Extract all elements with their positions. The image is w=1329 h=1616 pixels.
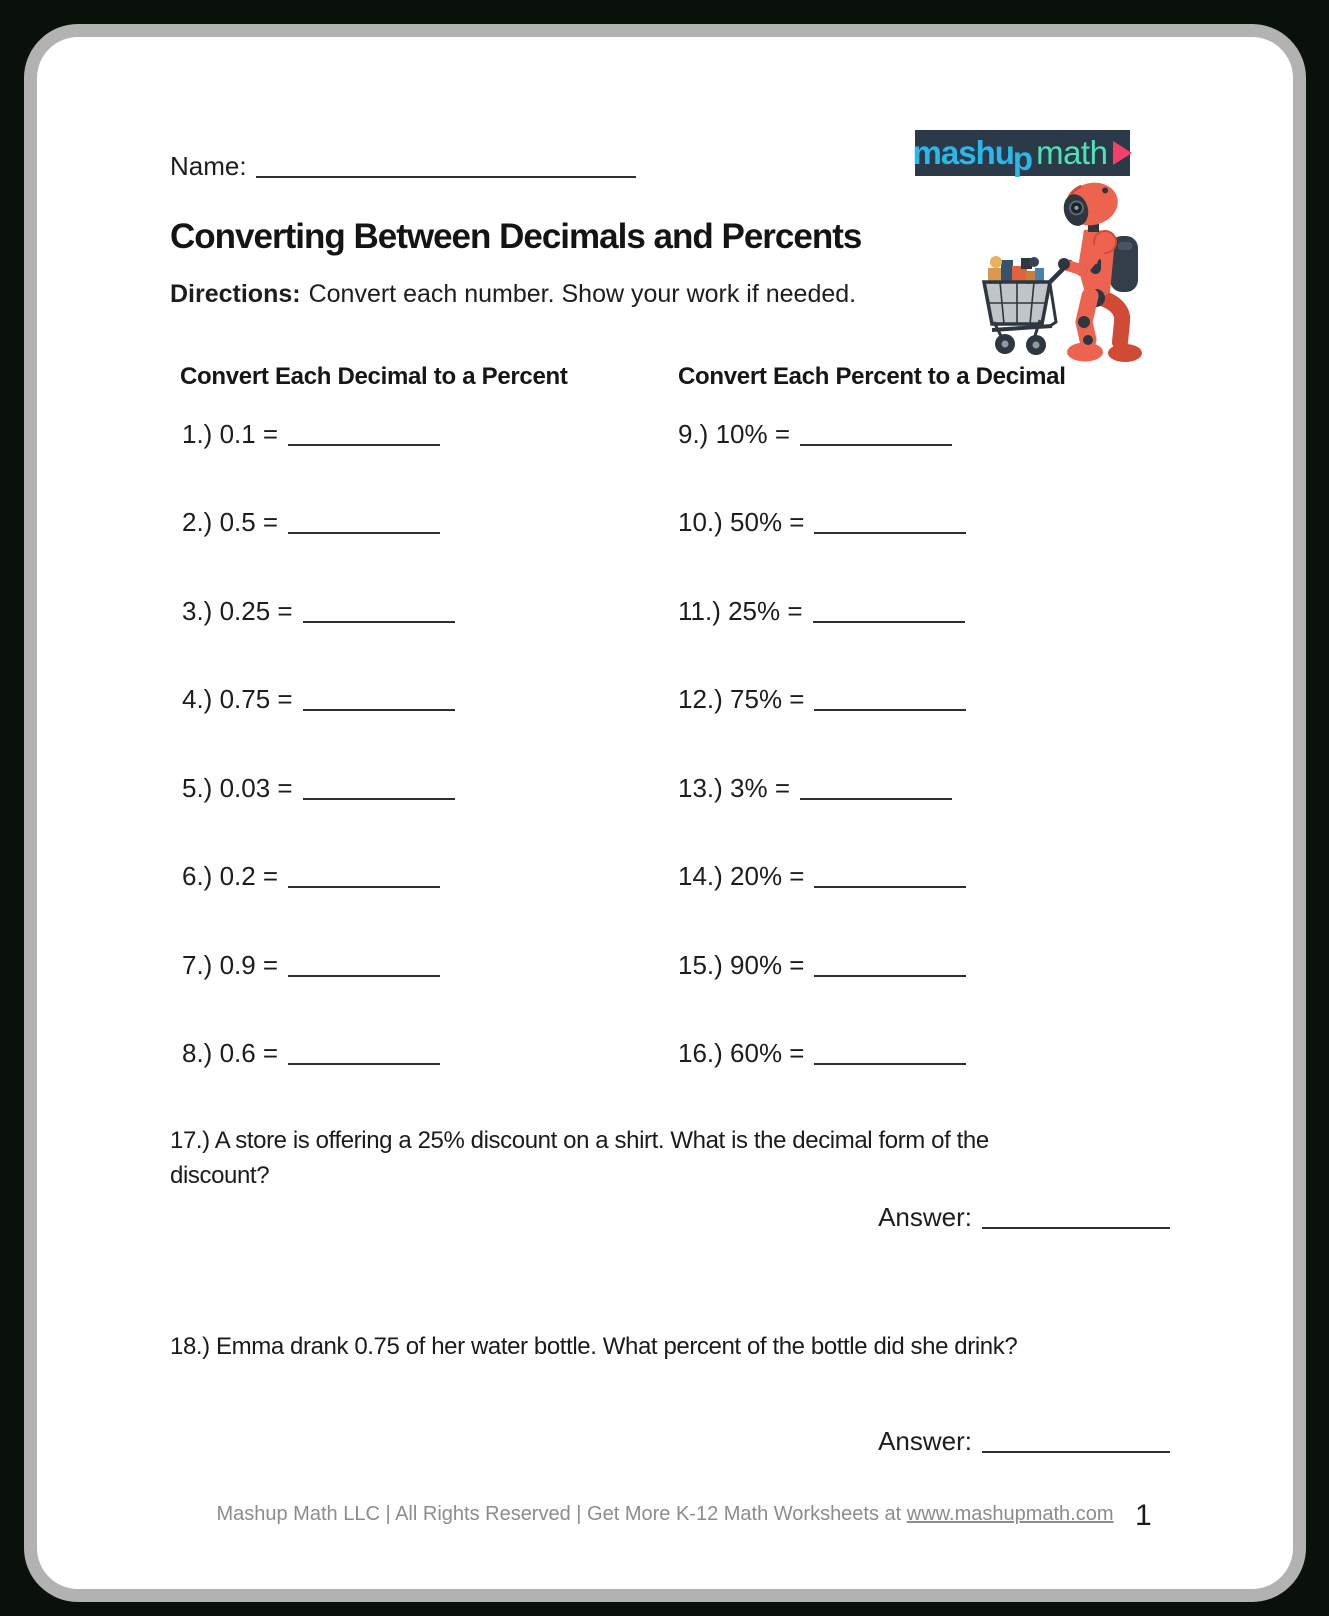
column-header-percent-to-decimal: Convert Each Percent to a Decimal xyxy=(678,363,1066,390)
answer-blank-line xyxy=(814,532,966,534)
page-number: 1 xyxy=(1135,1499,1152,1532)
directions-label: Directions: xyxy=(170,280,301,308)
problem-row-11 xyxy=(678,596,965,627)
directions xyxy=(170,280,856,309)
problem-row-15 xyxy=(678,950,966,981)
problem-label: 12.) 75% = xyxy=(678,684,805,714)
problem-label: 9.) 10% = xyxy=(678,419,791,449)
answer-blank-line xyxy=(814,1063,966,1065)
answer-blank-line xyxy=(303,621,455,623)
problem-row-7 xyxy=(182,950,440,981)
worksheet-page xyxy=(24,24,1306,1602)
word-problem-17-line1: 17.) A store is offering a 25% discount on a shirt. What is the decimal form of the xyxy=(170,1127,989,1154)
answer-blank-line xyxy=(288,532,440,534)
answer-row-17 xyxy=(878,1202,1170,1233)
answer-label: Answer: xyxy=(878,1202,972,1232)
problem-row-10 xyxy=(678,507,966,538)
answer-blank-line xyxy=(303,709,455,711)
problem-label: 4.) 0.75 = xyxy=(182,684,293,714)
word-problem-18 xyxy=(170,1329,1017,1364)
page-title: Converting Between Decimals and Percents xyxy=(170,217,862,256)
problem-label: 10.) 50% = xyxy=(678,507,805,537)
logo-text-math: math xyxy=(1036,134,1108,171)
answer-blank-line xyxy=(982,1451,1170,1453)
word-problem-18-line1: 18.) Emma drank 0.75 of her water bottle. What percent of the bottle did she drink? xyxy=(170,1333,1018,1360)
play-triangle-icon xyxy=(1113,141,1132,165)
problem-row-8 xyxy=(182,1038,440,1069)
answer-blank-line xyxy=(303,798,455,800)
problem-label: 14.) 20% = xyxy=(678,861,805,891)
answer-blank-line xyxy=(814,709,966,711)
answer-blank-line xyxy=(982,1227,1170,1229)
problem-row-12 xyxy=(678,684,966,715)
name-label: Name: xyxy=(170,151,247,181)
problem-label: 1.) 0.1 = xyxy=(182,419,279,449)
directions-text: Convert each number. Show your work if needed. xyxy=(308,280,857,308)
name-blank-line xyxy=(256,176,636,178)
footer-text: Mashup Math LLC | All Rights Reserved | Get More K-12 Math Worksheets at xyxy=(216,1503,907,1525)
answer-blank-line xyxy=(288,975,440,977)
word-problem-17-line2: discount? xyxy=(170,1162,270,1189)
logo-text-p: p xyxy=(1012,140,1034,177)
problem-label: 3.) 0.25 = xyxy=(182,596,293,626)
problem-row-6 xyxy=(182,861,440,892)
robot-cart-illustration xyxy=(972,172,1147,364)
problem-row-3 xyxy=(182,596,455,627)
answer-blank-line xyxy=(800,798,952,800)
problem-row-4 xyxy=(182,684,455,715)
problem-label: 11.) 25% = xyxy=(678,596,803,626)
problem-row-5 xyxy=(182,773,455,804)
answer-row-18 xyxy=(878,1426,1170,1457)
answer-blank-line xyxy=(814,975,966,977)
column-header-decimal-to-percent: Convert Each Decimal to a Percent xyxy=(180,363,568,390)
problem-row-9 xyxy=(678,419,952,450)
name-row xyxy=(170,151,636,182)
logo-text-mashu: mashu xyxy=(912,134,1014,171)
problem-label: 13.) 3% = xyxy=(678,773,791,803)
robot-cart-icon xyxy=(972,172,1147,364)
problem-row-13 xyxy=(678,773,952,804)
footer xyxy=(47,1503,1283,1526)
answer-blank-line xyxy=(813,621,965,623)
problem-label: 7.) 0.9 = xyxy=(182,950,279,980)
problem-label: 2.) 0.5 = xyxy=(182,507,279,537)
mashup-math-logo xyxy=(912,130,1130,177)
answer-label: Answer: xyxy=(878,1426,972,1456)
answer-blank-line xyxy=(800,444,952,446)
problem-label: 8.) 0.6 = xyxy=(182,1038,279,1068)
problem-row-14 xyxy=(678,861,966,892)
problem-label: 16.) 60% = xyxy=(678,1038,805,1068)
word-problem-17 xyxy=(170,1123,989,1193)
problem-row-2 xyxy=(182,507,440,538)
answer-blank-line xyxy=(288,1063,440,1065)
footer-link[interactable]: www.mashupmath.com xyxy=(906,1503,1114,1525)
problem-label: 5.) 0.03 = xyxy=(182,773,293,803)
problem-row-16 xyxy=(678,1038,966,1069)
answer-blank-line xyxy=(288,444,440,446)
problem-row-1 xyxy=(182,419,440,450)
problem-label: 15.) 90% = xyxy=(678,950,805,980)
answer-blank-line xyxy=(814,886,966,888)
problem-label: 6.) 0.2 = xyxy=(182,861,279,891)
answer-blank-line xyxy=(288,886,440,888)
